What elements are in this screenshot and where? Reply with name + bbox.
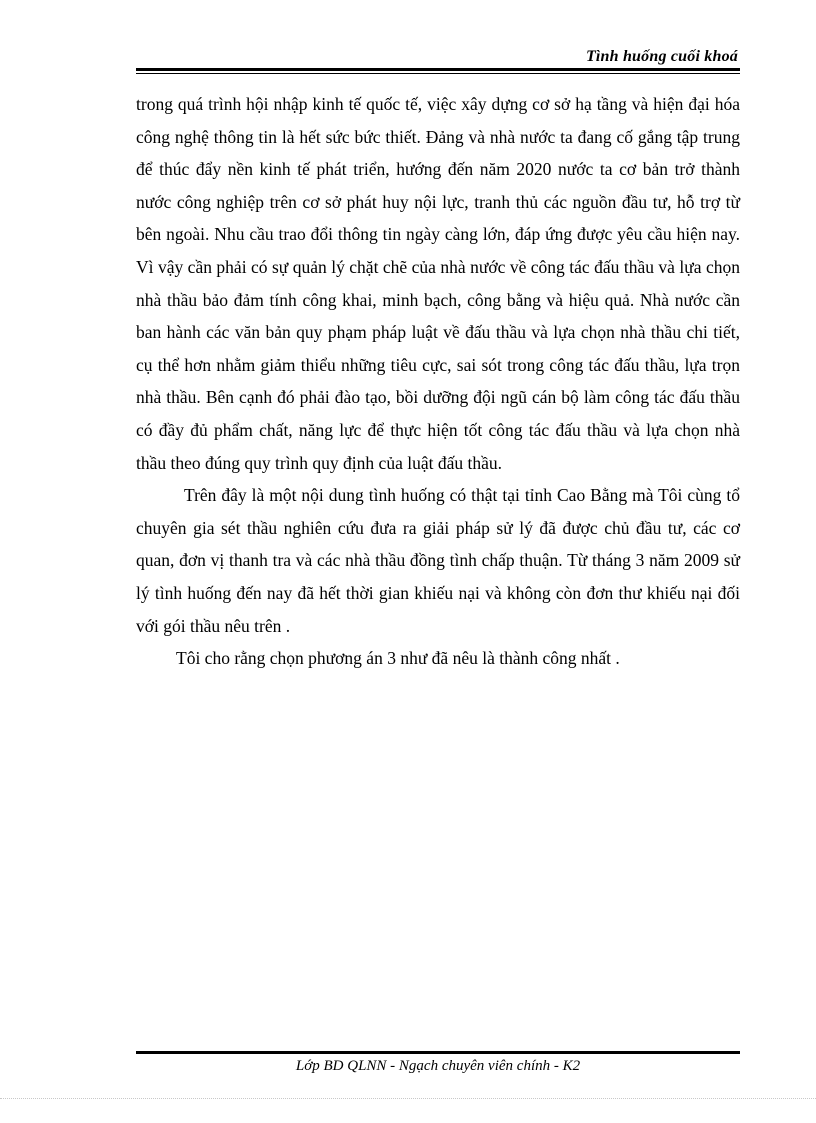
footer-rule <box>136 1051 740 1054</box>
body-text <box>136 88 740 675</box>
header-rule <box>136 68 740 71</box>
paragraph-1: trong quá trình hội nhập kinh tế quốc tế, việc xây dựng cơ sở hạ tầng và hiện đại hóa công nghệ thông tin là hết sức bức thiết. Đảng và nhà nước ta đang cố gắng tập trung để thúc đẩy nền kinh tế phát triển, hướng đến năm 2020 nước ta cơ bản trở thành nước công nghiệp trên cơ sở phát huy nội lực, tranh thủ các nguồn đầu tư, hỗ trợ từ bên ngoài. Nhu cầu trao đổi thông tin ngày càng lớn, đáp ứng được yêu cầu hiện nay. Vì vậy cần phải có sự quản lý chặt chẽ của nhà nước về công tác đấu thầu và lựa chọn nhà thầu bảo đảm tính công khai, minh bạch, công bằng và hiệu quả. Nhà nước cần ban hành các văn bản quy phạm pháp luật về đấu thầu và lựa chọn nhà thầu chi tiết, cụ thể hơn nhằm giảm thiểu những tiêu cực, sai sót trong công tác đấu thầu, lựa trọn nhà thầu. Bên cạnh đó phải đào tạo, bồi dưỡng đội ngũ cán bộ làm công tác đấu thầu có đầy đủ phẩm chất, năng lực để thực hiện tốt công tác đấu thầu và lựa chọn nhà thầu theo đúng quy trình quy định của luật đấu thầu. <box>136 94 740 473</box>
paragraph-3: Tôi cho rằng chọn phương án 3 như đã nêu là thành công nhất . <box>176 648 620 669</box>
page-bottom-dotted-line <box>0 1098 816 1099</box>
paragraph-2: Trên đây là một nội dung tình huống có thật tại tỉnh Cao Bằng mà Tôi cùng tổ chuyên gia sét thầu nghiên cứu đưa ra giải pháp sử lý đã được chủ đầu tư, các cơ quan, đơn vị thanh tra và các nhà thầu đồng tình chấp thuận. Từ tháng 3 năm 2009 sử lý tình huống đến nay đã hết thời gian khiếu nại và không còn đơn thư khiếu nại đối với gói thầu nêu trên . <box>136 485 740 636</box>
header-title: Tình huống cuối khoá <box>585 48 738 65</box>
header-rule-thin <box>136 73 740 74</box>
footer-text: Lớp BD QLNN - Ngạch chuyên viên chính - K2 <box>295 1058 581 1074</box>
